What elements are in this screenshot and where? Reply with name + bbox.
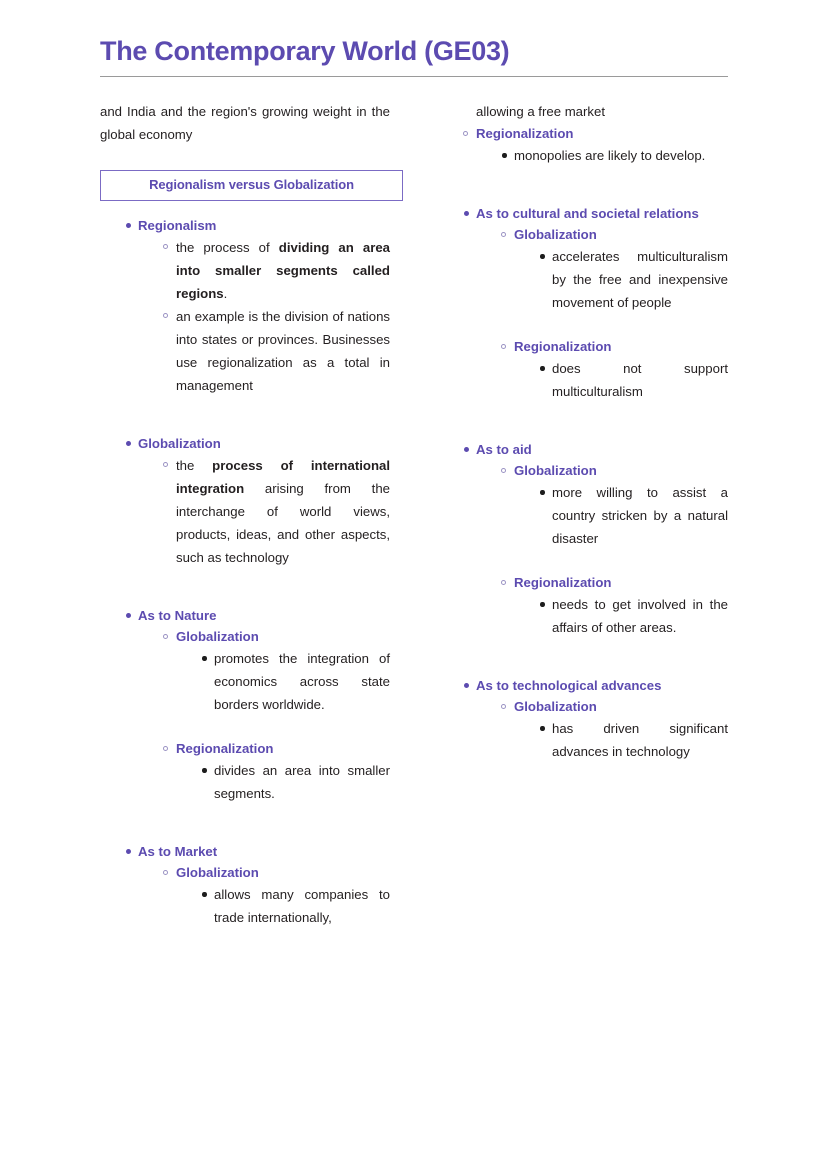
comparison-label: Regionalization [476, 126, 574, 141]
circle-bullet-icon [163, 244, 168, 249]
section-heading: As to technological advances [476, 678, 662, 693]
disc-bullet-icon [540, 366, 545, 371]
list-level-1 [438, 675, 728, 763]
list-item [476, 696, 728, 763]
list-level-2 [138, 454, 390, 569]
spacer [100, 397, 390, 419]
circle-bullet-icon [163, 870, 168, 875]
comparison-label: Globalization [176, 629, 259, 644]
spacer [438, 167, 728, 189]
disc-bullet-icon [202, 768, 207, 773]
disc-bullet-icon [540, 726, 545, 731]
page-title: The Contemporary World (GE03) [100, 36, 510, 66]
list-level-1 [438, 203, 728, 403]
disc-bullet-icon [540, 254, 545, 259]
disc-bullet-icon [540, 490, 545, 495]
comparison-label: Globalization [514, 463, 597, 478]
list-item [176, 759, 390, 805]
list-item [176, 883, 390, 929]
section-heading: As to Nature [138, 608, 217, 623]
list-level-3 [476, 144, 728, 167]
callout-label: Regionalism versus Globalization [149, 177, 354, 192]
list-item [138, 738, 390, 805]
circle-bullet-icon [163, 462, 168, 467]
comparison-point: does not support multiculturalism [552, 361, 728, 399]
list-item [138, 236, 390, 305]
list-item [138, 305, 390, 397]
circle-bullet-icon [501, 232, 506, 237]
list-item [476, 224, 728, 314]
comparison-point: monopolies are likely to develop. [514, 148, 706, 163]
list-item [438, 439, 728, 639]
list-item [438, 123, 728, 167]
list-item [100, 605, 390, 805]
list-level-2 [438, 123, 728, 167]
list-level-1 [100, 605, 390, 805]
right-column [438, 100, 728, 763]
circle-bullet-icon [163, 746, 168, 751]
list-level-3 [514, 717, 728, 763]
list-item [476, 144, 728, 167]
list-level-3 [176, 883, 390, 929]
list-item [100, 433, 390, 569]
list-item [514, 717, 728, 763]
circle-bullet-icon [501, 468, 506, 473]
disc-bullet-icon [540, 602, 545, 607]
spacer [100, 805, 390, 827]
list-level-3 [176, 647, 390, 716]
list-level-3 [514, 357, 728, 403]
comparison-point: allows many companies to trade internationally, [214, 887, 390, 925]
list-item [514, 245, 728, 314]
section-callout-box [100, 170, 403, 201]
comparison-point: has driven significant advances in technology [552, 721, 728, 759]
list-level-2 [138, 862, 390, 929]
section-heading: As to Market [138, 844, 218, 859]
disc-bullet-icon [126, 223, 131, 228]
definition-text: the process of international integration arising from the interchange of world views, products, ideas, and other aspects, such as technology [176, 458, 390, 565]
disc-bullet-icon [502, 153, 507, 158]
list-item [514, 593, 728, 639]
disc-bullet-icon [464, 447, 469, 452]
list-level-1 [100, 841, 390, 929]
list-item [514, 481, 728, 550]
disc-bullet-icon [202, 656, 207, 661]
list-item [476, 336, 728, 403]
circle-bullet-icon [501, 704, 506, 709]
left-column [100, 100, 390, 929]
intro-paragraph: and India and the region's growing weight in the global economy [100, 104, 390, 142]
definition-text: an example is the division of nations into states or provinces. Businesses use regionalization as a total in management [176, 309, 390, 393]
list-item [476, 460, 728, 550]
two-column-body [100, 100, 728, 929]
spacer [438, 639, 728, 661]
list-item [438, 675, 728, 763]
list-item [138, 454, 390, 569]
list-item [476, 572, 728, 639]
list-level-1 [100, 433, 390, 569]
list-level-3 [438, 100, 728, 123]
list-item [438, 100, 728, 123]
title-divider [100, 76, 728, 77]
list-level-1 [438, 439, 728, 639]
comparison-label: Globalization [514, 227, 597, 242]
list-item [138, 626, 390, 716]
circle-bullet-icon [163, 313, 168, 318]
spacer [438, 403, 728, 425]
disc-bullet-icon [126, 613, 131, 618]
list-level-2 [476, 460, 728, 639]
disc-bullet-icon [126, 441, 131, 446]
comparison-point: needs to get involved in the affairs of other areas. [552, 597, 728, 635]
definition-text: the process of dividing an area into smaller segments called regions. [176, 240, 391, 301]
continued-text: allowing a free market [476, 104, 606, 119]
disc-bullet-icon [202, 892, 207, 897]
section-heading: As to cultural and societal relations [476, 206, 699, 221]
comparison-label: Globalization [176, 865, 259, 880]
list-item [438, 203, 728, 403]
section-heading: Regionalism [138, 218, 217, 233]
comparison-point: divides an area into smaller segments. [214, 763, 390, 801]
list-level-3 [514, 245, 728, 314]
comparison-label: Regionalization [176, 741, 274, 756]
list-level-2 [476, 224, 728, 403]
list-level-3 [514, 481, 728, 550]
list-item [176, 647, 390, 716]
spacer [100, 569, 390, 591]
circle-bullet-icon [463, 131, 468, 136]
list-item [100, 215, 390, 397]
list-level-2 [138, 236, 390, 397]
list-item [514, 357, 728, 403]
disc-bullet-icon [126, 849, 131, 854]
disc-bullet-icon [464, 683, 469, 688]
comparison-point: accelerates multiculturalism by the free and inexpensive movement of people [552, 249, 728, 310]
list-item [138, 862, 390, 929]
list-level-3 [176, 759, 390, 805]
comparison-point: promotes the integration of economics across state borders worldwide. [214, 651, 390, 712]
comparison-label: Globalization [514, 699, 597, 714]
section-heading: As to aid [476, 442, 532, 457]
list-item [100, 841, 390, 929]
disc-bullet-icon [464, 211, 469, 216]
list-level-2 [476, 696, 728, 763]
circle-bullet-icon [501, 580, 506, 585]
list-level-2 [138, 626, 390, 805]
comparison-point: more willing to assist a country stricken by a natural disaster [552, 485, 728, 546]
document-header [100, 36, 728, 77]
circle-bullet-icon [501, 344, 506, 349]
section-heading: Globalization [138, 436, 221, 451]
list-level-1 [100, 215, 390, 397]
circle-bullet-icon [163, 634, 168, 639]
comparison-label: Regionalization [514, 339, 612, 354]
comparison-label: Regionalization [514, 575, 612, 590]
list-level-3 [514, 593, 728, 639]
